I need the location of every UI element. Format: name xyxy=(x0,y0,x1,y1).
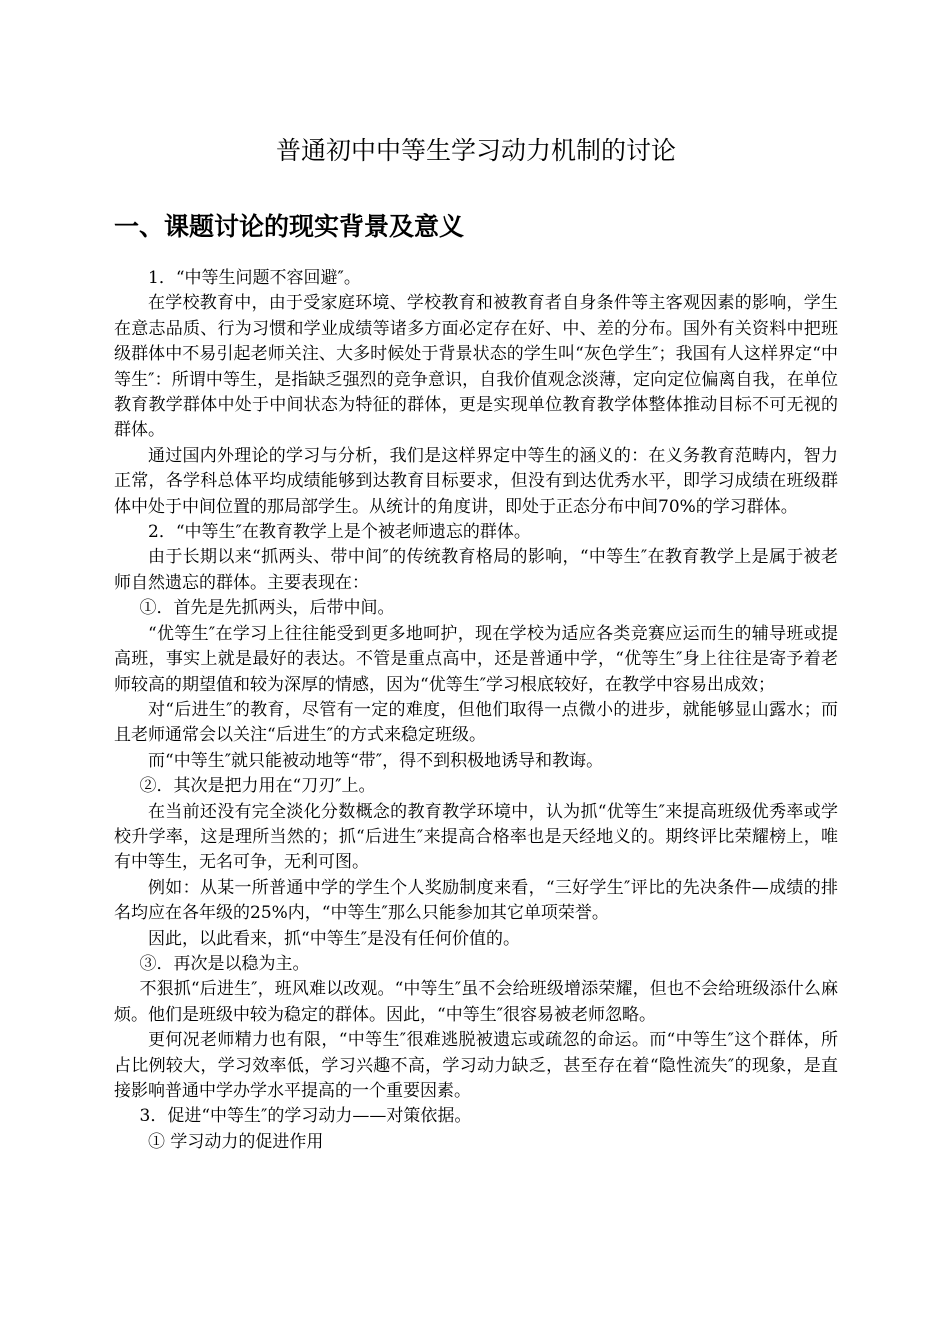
paragraph-15: 不狠抓“后进生″，班风难以改观。“中等生″虽不会给班级增添荣耀，但也不会给班级添什么麻烦。他们是班级中较为稳定的群体。因此，“中等生″很容易被老师忽略。 xyxy=(114,979,838,1025)
paragraph-9: 而“中等生″就只能被动地等“带″，得不到积极地诱导和教诲。 xyxy=(148,750,604,771)
document-body xyxy=(114,266,838,1155)
paragraph-3: 通过国内外理论的学习与分析，我们是这样界定中等生的涵义的：在义务教育范畴内，智力正常，各学科总体平均成绩能够到达教育目标要求，但没有到达优秀水平，即学习成绩在班级群体中处于中间位置的那局部学生。从统计的角度讲，即处于正态分布中间70%的学习群体。 xyxy=(114,445,838,517)
paragraph-13: 因此，以此看来，抓“中等生″是没有任何价值的。 xyxy=(148,928,521,949)
paragraph-5: 由于长期以来“抓两头、带中间″的传统教育格局的影响，“中等生″在教育教学上是属于被老师自然遗忘的群体。主要表现在： xyxy=(114,547,838,593)
paragraph-1: 1．“中等生问题不容回避″。 xyxy=(148,268,361,288)
section-heading: 一、课题讨论的现实背景及意义 xyxy=(114,212,465,241)
paragraph-6: ①．首先是先抓两头，后带中间。 xyxy=(139,598,395,619)
paragraph-2: 在学校教育中，由于受家庭环境、学校教育和被教育者自身条件等主客观因素的影响，学生在意志品质、行为习惯和学业成绩等诸多方面必定存在好、中、差的分布。国外有关资料中把班级群体中不易引起老师关注、大多时候处于背景状态的学生叫“灰色学生″；我国有人这样界定“中等生″：所谓中等生，是指缺乏强烈的竞争意识，自我价值观念淡薄，定向定位偏离自我，在单位教育教学群体中处于中间状态为特征的群体，更是实现单位教育教学体整体推动目标不可无视的群体。 xyxy=(114,293,838,441)
paragraph-17: 3．促进“中等生″的学习动力——对策依据。 xyxy=(139,1106,472,1127)
document-title: 普通初中中等生学习动力机制的讨论 xyxy=(275,136,676,165)
paragraph-11: 在当前还没有完全淡化分数概念的教育教学环境中，认为抓“优等生″来提高班级优秀率或学校升学率，这是理所当然的；抓“后进生″来提高合格率也是天经地义的。期终评比荣耀榜上，唯有中等生，无名可争，无利可图。 xyxy=(114,801,838,873)
paragraph-4: 2．“中等生″在教育教学上是个被老师遗忘的群体。 xyxy=(148,522,531,543)
document-page xyxy=(114,128,838,1155)
paragraph-18: ① 学习动力的促进作用 xyxy=(148,1131,324,1152)
paragraph-7: “优等生″在学习上往往能受到更多地呵护，现在学校为适应各类竞赛应运而生的辅导班或提高班，事实上就是最好的表达。不管是重点高中，还是普通中学，“优等生″身上往往是寄予着老师较高的期望值和较为深厚的情感，因为“优等生″学习根底较好，在教学中容易出成效； xyxy=(114,623,838,695)
paragraph-16: 更何况老师精力也有限，“中等生″很难逃脱被遗忘或疏忽的命运。而“中等生″这个群体，所占比例较大，学习效率低，学习兴趣不高，学习动力缺乏，甚至存在着“隐性流失″的现象，是直接影响普通中学办学水平提高的一个重要因素。 xyxy=(114,1030,838,1101)
paragraph-8: 对“后进生″的教育，尽管有一定的难度，但他们取得一点微小的进步，就能够显山露水；而且老师通常会以关注“后进生″的方式来稳定班级。 xyxy=(114,699,838,746)
paragraph-12: 例如：从某一所普通中学的学生个人奖励制度来看，“三好学生″评比的先决条件—成绩的排名均应在各年级的25%内，“中等生″那么只能参加其它单项荣誉。 xyxy=(114,877,838,924)
paragraph-14: ③．再次是以稳为主。 xyxy=(139,953,310,974)
paragraph-10: ②．其次是把力用在“刀刃″上。 xyxy=(139,776,376,797)
